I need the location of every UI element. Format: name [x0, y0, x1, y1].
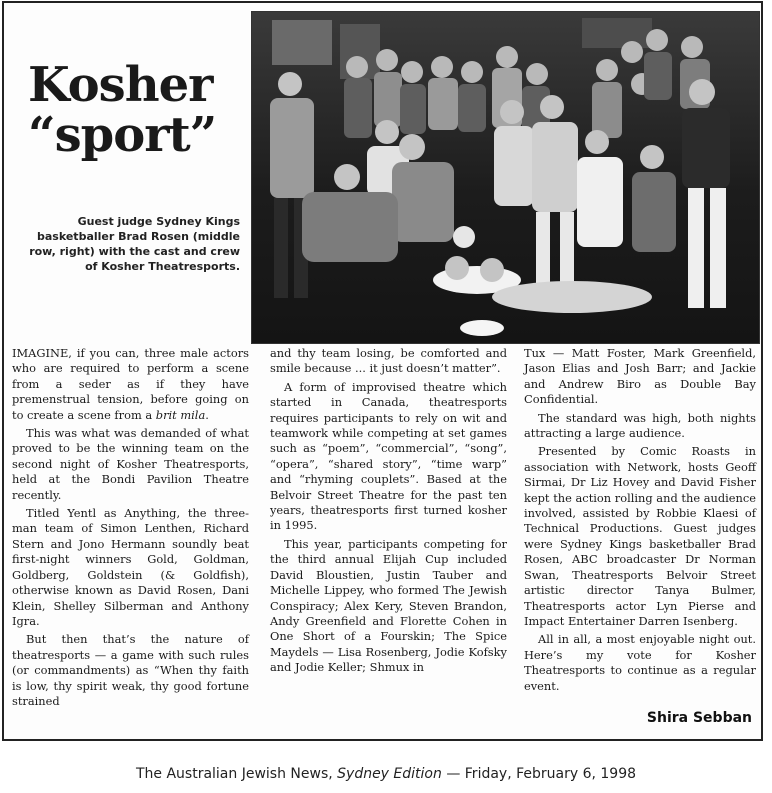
paragraph-1 — [12, 346, 249, 423]
headline-line-2: “sport” — [28, 107, 217, 163]
paragraph-6: This year, participants competing for the third annual Elijah Cup included David Bloustien, Justin Tauber and Michelle Lippey, who formed The Jewish Conspiracy; Alex Kery, Steven Brandon, Andy Greenfield and Florette Cohen in One Short of a Fourskin; The Spice Maydels — Lisa Rosenberg, Jodie Kofsky and Jodie Keller; Shmux in — [270, 536, 507, 675]
group-photo — [251, 11, 760, 344]
publication-footer — [0, 766, 772, 782]
paragraph-3: Titled Yentl as Anything, the three-man team of Simon Lenthen, Richard Stern and Jono Hermann soundly beat first-night winners Gold, Goldman, Goldberg, Goldstein (& Goldfish), otherwise known as David Rosen, Dani Klein, Shelley Silberman and Anthony Igra. — [12, 506, 249, 628]
paragraph-6-continued: Tux — Matt Foster, Mark Greenfield, Jason Elias and Josh Barr; and Jackie and Andrew Biro as Double Bay Confidential. — [524, 346, 756, 407]
paragraph-1-end: . — [205, 407, 209, 422]
headline-line-1: Kosher — [28, 57, 213, 113]
paragraph-9: All in all, a most enjoyable night out. Here’s my vote for Kosher Theatresports to continue as a regular event. — [524, 632, 756, 693]
paragraph-5: A form of improvised theatre which started in Canada, theatresports requires participants to rely on wit and teamwork while competing at set games such as “poem”, “commercial”, “song”, “opera”, “shared story”, “time warp” and “rhyming couplets”. Based at the Belvoir Street Theatre for the past ten years, theatresports first turned kosher in 1995. — [270, 379, 507, 533]
article-column-3 — [524, 346, 756, 697]
paragraph-2: This was what was demanded of what proved to be the winning team on the second night of Kosher Theatresports, held at the Bondi Pavilion Theatre recently. — [12, 426, 249, 502]
article-column-1 — [12, 346, 249, 712]
paragraph-1-italic: brit mila — [155, 407, 206, 422]
headline — [28, 57, 248, 163]
byline: Shira Sebban — [646, 710, 752, 726]
photo-caption: Guest judge Sydney Kings basketballer Brad Rosen (middle row, right) with the cast and crew of Kosher Theatresports. — [29, 215, 240, 273]
publication-date: — Friday, February 6, 1998 — [441, 766, 637, 782]
publication-name: The Australian Jewish News, — [135, 766, 338, 782]
paragraph-4: But then that’s the nature of theatresports — a game with such rules (or commandments) as “When thy faith is low, thy spirit weak, thy good fortune strained — [12, 632, 249, 708]
publication-edition: Sydney Edition — [337, 766, 442, 782]
paragraph-8: Presented by Comic Roasts in association with Network, hosts Geoff Sirmai, Dr Liz Hovey and David Fisher kept the action rolling and the audience involved, assisted by Robbie Klaesi of Technical Productions. Guest judges were Sydney Kings basketballer Brad Rosen, ABC broadcaster Dr Norman Swan, Theatresports Belvoir Street artistic director Tanya Bulmer, Theatresports actor Lyn Pierse and Impact Entertainer Darren Isenberg. — [524, 444, 756, 628]
group-photo-image — [252, 12, 759, 343]
article-column-2 — [270, 346, 507, 679]
paragraph-1-text: IMAGINE, if you can, three male actors who are required to perform a scene from a seder as if they have premenstrual tension, before going on to create a scene from a — [12, 346, 249, 422]
paragraph-4-continued: and thy team losing, be comforted and smile because ... it just doesn’t matter”. — [270, 346, 507, 376]
paragraph-7: The standard was high, both nights attracting a large audience. — [524, 410, 756, 441]
